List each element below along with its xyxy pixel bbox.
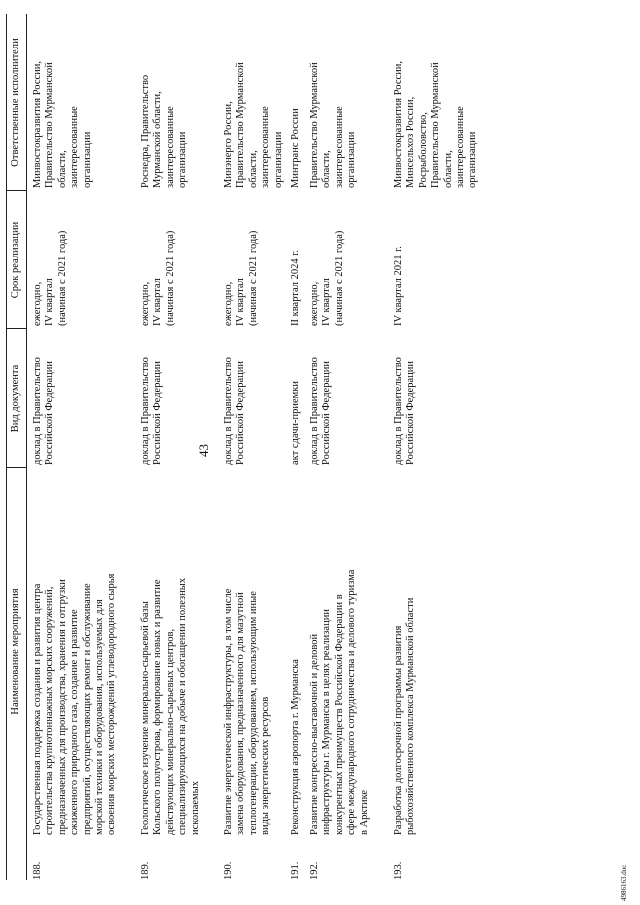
cell-line: 192. bbox=[309, 861, 320, 880]
cell-line: Российской Федерации bbox=[44, 361, 56, 465]
cell-line: 189. bbox=[140, 861, 151, 880]
cell-line: заинтересованные bbox=[164, 106, 176, 188]
row-exec-cell bbox=[393, 16, 480, 188]
cell-line: области, bbox=[442, 150, 454, 188]
row-name-cell bbox=[393, 470, 418, 835]
cell-line: Мурманской области, bbox=[152, 91, 164, 188]
cell-line: Российской Федерации bbox=[321, 361, 333, 465]
cell-line: сжиженного природного газа, создание и развитие bbox=[69, 609, 81, 835]
cell-line: доклад в Правительство bbox=[140, 357, 151, 465]
row-num-cell bbox=[223, 838, 235, 880]
row-num-cell bbox=[32, 838, 44, 880]
cell-line: (начиная с 2021 года) bbox=[56, 230, 68, 326]
cell-line: ежегодно, bbox=[32, 281, 43, 326]
row-name-cell bbox=[140, 470, 202, 835]
cell-line: ежегодно, bbox=[223, 281, 234, 326]
row-doc-cell bbox=[393, 331, 418, 465]
row-exec-cell bbox=[223, 16, 285, 188]
cell-line: строительства крупнотоннажных морских сооружений, bbox=[44, 586, 56, 835]
cell-line: Минвостокразвития России, bbox=[32, 60, 43, 188]
header-doc: Вид документа bbox=[10, 364, 21, 433]
row-exec-cell bbox=[309, 16, 359, 188]
row-term-cell bbox=[223, 193, 260, 326]
row-doc-cell bbox=[140, 331, 165, 465]
cell-line: (начиная с 2021 года) bbox=[164, 230, 176, 326]
row-num-cell bbox=[140, 838, 152, 880]
document-id: 4986163.doc bbox=[620, 864, 628, 901]
cell-line: сфере международного сотрудничества и делового туризма bbox=[346, 569, 358, 835]
cell-line: 188. bbox=[32, 861, 43, 880]
cell-line: области, bbox=[321, 150, 333, 188]
cell-line: организации bbox=[272, 131, 284, 188]
cell-line: организации bbox=[177, 131, 189, 188]
cell-line: Минтранс России bbox=[290, 108, 301, 188]
cell-line: инфраструктуры г. Мурманска в целях реализации bbox=[321, 609, 333, 835]
header-name: Наименование мероприятия bbox=[10, 588, 21, 715]
cell-line: заинтересованные bbox=[333, 106, 345, 188]
cell-line: теплогенерации, оборудованием, использующим иные bbox=[247, 591, 259, 835]
cell-line: II квартал 2024 г. bbox=[290, 249, 301, 326]
row-name-cell bbox=[309, 470, 371, 835]
row-exec-cell bbox=[32, 16, 94, 188]
cell-line: IV квартал bbox=[235, 278, 247, 326]
row-name-cell bbox=[223, 470, 273, 835]
header-top-rule bbox=[6, 14, 7, 880]
cell-line: доклад в Правительство bbox=[393, 357, 404, 465]
cell-line: области, bbox=[247, 150, 259, 188]
cell-line: рыбохозяйственного комплекса Мурманской области bbox=[405, 597, 417, 835]
cell-line: Минвостокразвития России, bbox=[393, 60, 404, 188]
cell-line: доклад в Правительство bbox=[32, 357, 43, 465]
row-name-cell bbox=[32, 470, 119, 835]
cell-line: Геологическое изучение минерально-сырьевой базы bbox=[140, 601, 151, 835]
cell-line: доклад в Правительство bbox=[223, 357, 234, 465]
cell-line: 193. bbox=[393, 861, 404, 880]
header-exec: Ответственные исполнители bbox=[10, 38, 21, 167]
row-term-cell bbox=[393, 193, 405, 326]
cell-line: морской техники и оборудования, используемых для bbox=[94, 599, 106, 835]
row-exec-cell bbox=[140, 16, 190, 188]
cell-line: специализирующихся на добыче и обогащении полезных bbox=[177, 577, 189, 835]
cell-line: виды энергетических ресурсов bbox=[260, 696, 272, 835]
row-term-cell bbox=[32, 193, 69, 326]
row-num-cell bbox=[393, 838, 405, 880]
cell-line: замена оборудования, предназначенного для мазутной bbox=[235, 592, 247, 835]
cell-line: Разработка долгосрочной программы развития bbox=[393, 625, 404, 835]
cell-line: заинтересованные bbox=[455, 106, 467, 188]
row-num-cell bbox=[309, 838, 321, 880]
cell-line: (начиная с 2021 года) bbox=[333, 230, 345, 326]
cell-line: Российской Федерации bbox=[152, 361, 164, 465]
page-number: 43 bbox=[196, 444, 211, 457]
cell-line: Роснедра, Правительство bbox=[140, 74, 151, 188]
cell-line: освоения морских месторождений углеводородного сырья bbox=[106, 573, 118, 835]
cell-line: Минсельхоз России, bbox=[405, 96, 417, 188]
cell-line: Правительство Мурманской bbox=[235, 62, 247, 188]
row-doc-cell bbox=[32, 331, 57, 465]
cell-line: Кольского полуострова, формирование новых и развитие bbox=[152, 579, 164, 835]
cell-line: заинтересованные bbox=[69, 106, 81, 188]
cell-line: IV квартал bbox=[152, 278, 164, 326]
cell-line: организации bbox=[346, 131, 358, 188]
cell-line: 191. bbox=[290, 861, 301, 880]
cell-line: Правительство Мурманской bbox=[44, 62, 56, 188]
cell-line: IV квартал bbox=[44, 278, 56, 326]
row-term-cell bbox=[290, 193, 302, 326]
cell-line: организации bbox=[81, 131, 93, 188]
cell-line: Правительство Мурманской bbox=[430, 62, 442, 188]
cell-line: IV квартал 2021 г. bbox=[393, 246, 404, 326]
cell-line: 190. bbox=[223, 861, 234, 880]
cell-line: в Арктике bbox=[358, 789, 370, 835]
cell-line: Правительство Мурманской bbox=[309, 62, 320, 188]
cell-line: Российской Федерации bbox=[235, 361, 247, 465]
row-num-cell bbox=[290, 838, 302, 880]
cell-line: Развитие энергетической инфраструктуры, в том числе bbox=[223, 588, 234, 835]
cell-line: ископаемых bbox=[189, 781, 201, 835]
cell-line: ежегодно, bbox=[309, 281, 320, 326]
cell-line: акт сдачи-приемки bbox=[290, 381, 301, 465]
cell-line: организации bbox=[467, 131, 479, 188]
cell-line: Реконструкция аэропорта г. Мурманска bbox=[290, 659, 301, 835]
cell-line: IV квартал bbox=[321, 278, 333, 326]
row-term-cell bbox=[140, 193, 177, 326]
row-doc-cell bbox=[290, 331, 302, 465]
cell-line: предназначенных для производства, хранения и отгрузки bbox=[56, 579, 68, 835]
cell-line: Российской Федерации bbox=[405, 361, 417, 465]
row-exec-cell bbox=[290, 16, 302, 188]
cell-line: (начиная с 2021 года) bbox=[247, 230, 259, 326]
row-doc-cell bbox=[223, 331, 248, 465]
cell-line: конкурентных преимуществ Российской Федерации в bbox=[333, 594, 345, 835]
cell-line: ежегодно, bbox=[140, 281, 151, 326]
cell-line: предприятий, осуществляющих ремонт и обслуживание bbox=[81, 583, 93, 835]
header-term: Срок реализации bbox=[10, 221, 21, 299]
cell-line: Государственная поддержка создания и развития центра bbox=[32, 583, 43, 835]
header-bottom-rule bbox=[26, 14, 27, 880]
cell-line: заинтересованные bbox=[260, 106, 272, 188]
cell-line: Минэнерго России, bbox=[223, 101, 234, 188]
cell-line: действующих минерально-сырьевых центров, bbox=[164, 628, 176, 835]
cell-line: Развитие конгрессно-выставочной и деловой bbox=[309, 633, 320, 835]
cell-line: области, bbox=[56, 150, 68, 188]
cell-line: доклад в Правительство bbox=[309, 357, 320, 465]
cell-line: Росрыболовство, bbox=[417, 112, 429, 188]
row-doc-cell bbox=[309, 331, 334, 465]
row-name-cell bbox=[290, 470, 302, 835]
row-term-cell bbox=[309, 193, 346, 326]
